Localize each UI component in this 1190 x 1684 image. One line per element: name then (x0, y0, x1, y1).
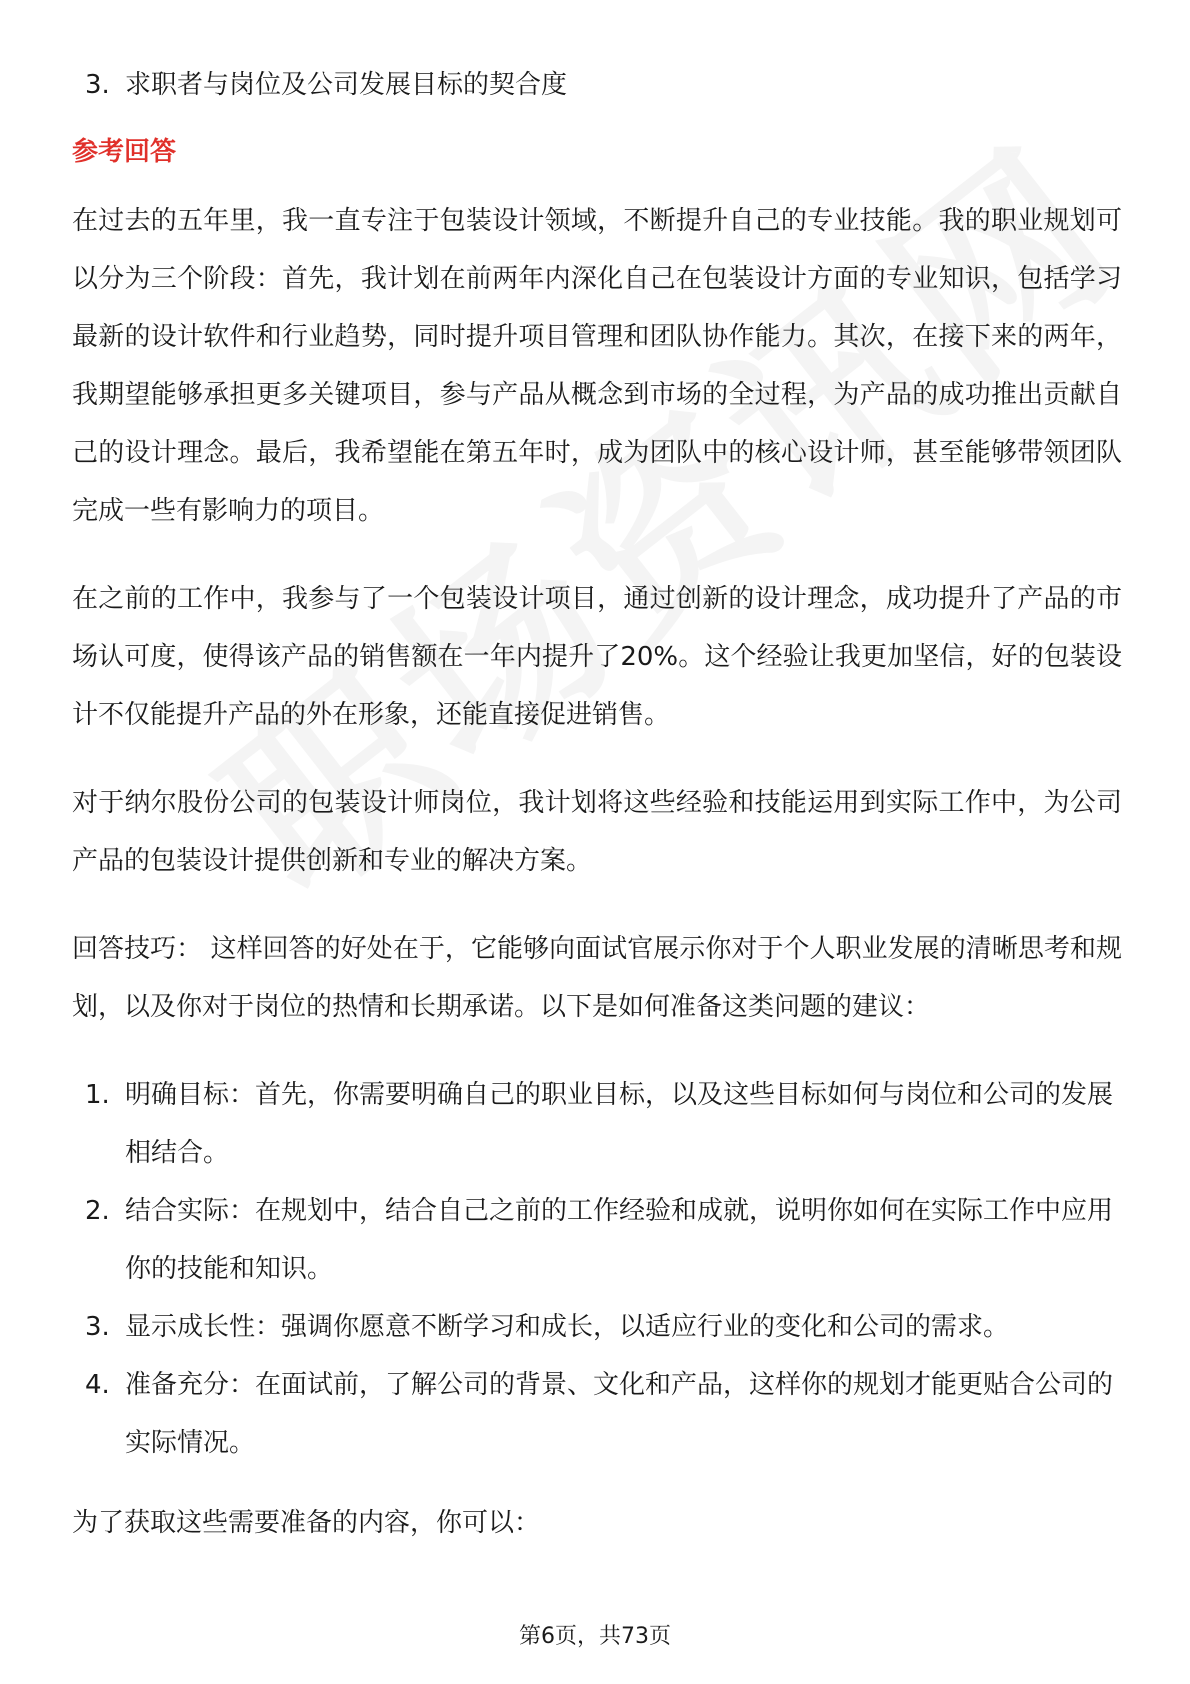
list-text: 结合实际：在规划中，结合自己之前的工作经验和成就，说明你如何在实际工作中应用你的技能和知识。 (125, 1196, 1114, 1284)
list-number: 1. (85, 1080, 110, 1110)
tips-list (72, 1066, 1122, 1472)
list-item (72, 56, 1122, 114)
list-text: 准备充分：在面试前，了解公司的背景、文化和产品，这样你的规划才能更贴合公司的实际情况。 (125, 1370, 1114, 1458)
list-item (72, 1298, 1122, 1356)
paragraph: 对于纳尔股份公司的包装设计师岗位，我计划将这些经验和技能运用到实际工作中，为公司产品的包装设计提供创新和专业的解决方案。 (72, 788, 1122, 876)
paragraph: 在之前的工作中，我参与了一个包装设计项目，通过创新的设计理念，成功提升了产品的市场认可度，使得该产品的销售额在一年内提升了20%。这个经验让我更加坚信，好的包装设计不仅能提升产品的外在形象，还能直接促进销售。 (72, 584, 1122, 730)
list-item (72, 1356, 1122, 1472)
list-text: 显示成长性：强调你愿意不断学习和成长，以适应行业的变化和公司的需求。 (125, 1312, 1010, 1342)
paragraph: 在过去的五年里，我一直专注于包装设计领域，不断提升自己的专业技能。我的职业规划可以分为三个阶段：首先，我计划在前两年内深化自己在包装设计方面的专业知识，包括学习最新的设计软件和行业趋势，同时提升项目管理和团队协作能力。其次，在接下来的两年，我期望能够承担更多关键项目，参与产品从概念到市场的全过程，为产品的成功推出贡献自己的设计理念。最后，我希望能在第五年时，成为团队中的核心设计师，甚至能够带领团队完成一些有影响力的项目。 (72, 206, 1122, 526)
list-number: 4. (85, 1370, 110, 1400)
document-page (72, 56, 1122, 1582)
list-text: 明确目标：首先，你需要明确自己的职业目标，以及这些目标如何与岗位和公司的发展相结合。 (125, 1080, 1114, 1168)
list-text: 求职者与岗位及公司发展目标的契合度 (125, 70, 568, 100)
list-number: 3. (85, 1312, 110, 1342)
tips-intro: 回答技巧： 这样回答的好处在于，它能够向面试官展示你对于个人职业发展的清晰思考和规划，以及你对于岗位的热情和长期承诺。以下是如何准备这类问题的建议： (72, 934, 1122, 1022)
list-item (72, 1066, 1122, 1182)
list-number: 2. (85, 1196, 110, 1226)
closing-paragraph: 为了获取这些需要准备的内容，你可以： (72, 1508, 541, 1538)
list-item (72, 1182, 1122, 1298)
section-title: 参考回答 (72, 137, 177, 167)
list-number: 3. (85, 70, 110, 100)
page-footer: 第6页，共73页 (519, 1624, 671, 1649)
